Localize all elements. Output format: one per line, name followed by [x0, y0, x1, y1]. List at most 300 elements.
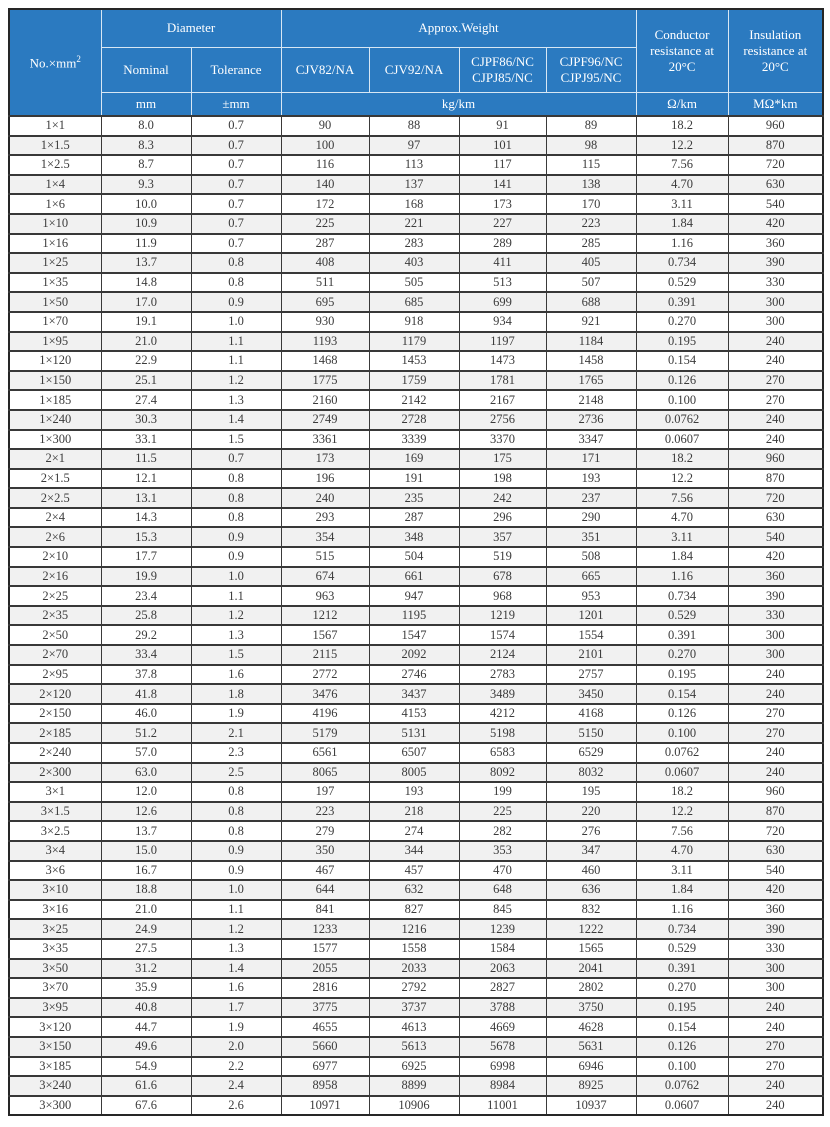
spec-cell: 3×16	[9, 900, 101, 920]
value-cell: 420	[728, 547, 823, 567]
table-row	[9, 665, 823, 685]
value-cell: 4.70	[636, 841, 728, 861]
table-row	[9, 821, 823, 841]
value-cell: 2115	[281, 645, 369, 665]
value-cell: 357	[459, 527, 546, 547]
value-cell: 2.1	[191, 723, 281, 743]
value-cell: 1.7	[191, 998, 281, 1018]
value-cell: 296	[459, 508, 546, 528]
value-cell: 14.8	[101, 273, 191, 293]
value-cell: 1567	[281, 625, 369, 645]
value-cell: 0.7	[191, 449, 281, 469]
spec-cell: 2×25	[9, 586, 101, 606]
value-cell: 12.6	[101, 802, 191, 822]
value-cell: 117	[459, 155, 546, 175]
spec-cell: 3×185	[9, 1057, 101, 1077]
value-cell: 240	[728, 684, 823, 704]
col-header-cjv82: CJV82/NA	[281, 48, 369, 93]
value-cell: 235	[369, 488, 459, 508]
value-cell: 0.270	[636, 645, 728, 665]
value-cell: 1233	[281, 919, 369, 939]
value-cell: 1212	[281, 606, 369, 626]
value-cell: 18.2	[636, 449, 728, 469]
value-cell: 390	[728, 919, 823, 939]
value-cell: 3.11	[636, 861, 728, 881]
table-header	[9, 9, 823, 116]
value-cell: 2167	[459, 390, 546, 410]
value-cell: 360	[728, 234, 823, 254]
value-cell: 1179	[369, 332, 459, 352]
value-cell: 27.4	[101, 390, 191, 410]
value-cell: 1216	[369, 919, 459, 939]
value-cell: 40.8	[101, 998, 191, 1018]
value-cell: 695	[281, 292, 369, 312]
spec-cell: 1×240	[9, 410, 101, 430]
value-cell: 33.4	[101, 645, 191, 665]
value-cell: 4212	[459, 704, 546, 724]
table-row	[9, 116, 823, 136]
value-cell: 630	[728, 841, 823, 861]
value-cell: 289	[459, 234, 546, 254]
value-cell: 330	[728, 606, 823, 626]
value-cell: 3347	[546, 430, 636, 450]
value-cell: 0.126	[636, 1037, 728, 1057]
value-cell: 661	[369, 567, 459, 587]
table-row	[9, 390, 823, 410]
value-cell: 1.3	[191, 390, 281, 410]
value-cell: 113	[369, 155, 459, 175]
value-cell: 2749	[281, 410, 369, 430]
value-cell: 7.56	[636, 155, 728, 175]
table-row	[9, 919, 823, 939]
value-cell: 1.16	[636, 234, 728, 254]
value-cell: 0.9	[191, 292, 281, 312]
value-cell: 2827	[459, 978, 546, 998]
value-cell: 285	[546, 234, 636, 254]
value-cell: 8.0	[101, 116, 191, 136]
value-cell: 98	[546, 136, 636, 156]
table-row	[9, 488, 823, 508]
spec-cell: 1×95	[9, 332, 101, 352]
value-cell: 97	[369, 136, 459, 156]
value-cell: 46.0	[101, 704, 191, 724]
value-cell: 540	[728, 861, 823, 881]
value-cell: 420	[728, 214, 823, 234]
value-cell: 7.56	[636, 821, 728, 841]
spec-cell: 3×2.5	[9, 821, 101, 841]
value-cell: 283	[369, 234, 459, 254]
value-cell: 1.6	[191, 665, 281, 685]
value-cell: 1.9	[191, 704, 281, 724]
value-cell: 25.1	[101, 371, 191, 391]
value-cell: 6946	[546, 1057, 636, 1077]
value-cell: 12.1	[101, 469, 191, 489]
value-cell: 2728	[369, 410, 459, 430]
value-cell: 330	[728, 939, 823, 959]
value-cell: 1473	[459, 351, 546, 371]
spec-cell: 2×300	[9, 763, 101, 783]
value-cell: 300	[728, 978, 823, 998]
value-cell: 351	[546, 527, 636, 547]
value-cell: 240	[728, 1017, 823, 1037]
value-cell: 16.7	[101, 861, 191, 881]
spec-cell: 1×120	[9, 351, 101, 371]
value-cell: 1184	[546, 332, 636, 352]
value-cell: 0.7	[191, 175, 281, 195]
value-cell: 270	[728, 1037, 823, 1057]
value-cell: 5150	[546, 723, 636, 743]
table-row	[9, 959, 823, 979]
value-cell: 240	[728, 410, 823, 430]
value-cell: 1.1	[191, 900, 281, 920]
value-cell: 218	[369, 802, 459, 822]
value-cell: 18.2	[636, 782, 728, 802]
value-cell: 0.8	[191, 469, 281, 489]
value-cell: 35.9	[101, 978, 191, 998]
value-cell: 10906	[369, 1096, 459, 1116]
value-cell: 467	[281, 861, 369, 881]
value-cell: 8984	[459, 1076, 546, 1096]
table-row	[9, 1096, 823, 1116]
table-row	[9, 214, 823, 234]
table-row	[9, 508, 823, 528]
table-row	[9, 234, 823, 254]
value-cell: 1.0	[191, 567, 281, 587]
table-row	[9, 430, 823, 450]
value-cell: 240	[728, 1096, 823, 1116]
value-cell: 845	[459, 900, 546, 920]
value-cell: 17.0	[101, 292, 191, 312]
value-cell: 870	[728, 136, 823, 156]
value-cell: 25.8	[101, 606, 191, 626]
value-cell: 1.2	[191, 606, 281, 626]
value-cell: 175	[459, 449, 546, 469]
value-cell: 5179	[281, 723, 369, 743]
value-cell: 240	[728, 1076, 823, 1096]
value-cell: 1458	[546, 351, 636, 371]
value-cell: 101	[459, 136, 546, 156]
value-cell: 0.7	[191, 116, 281, 136]
value-cell: 141	[459, 175, 546, 195]
value-cell: 678	[459, 567, 546, 587]
spec-cell: 1×16	[9, 234, 101, 254]
spec-cell: 2×120	[9, 684, 101, 704]
value-cell: 3.11	[636, 194, 728, 214]
table-row	[9, 527, 823, 547]
table-row	[9, 567, 823, 587]
value-cell: 720	[728, 155, 823, 175]
spec-cell: 1×1	[9, 116, 101, 136]
value-cell: 832	[546, 900, 636, 920]
table-row	[9, 312, 823, 332]
table-row	[9, 469, 823, 489]
value-cell: 0.270	[636, 312, 728, 332]
value-cell: 2033	[369, 959, 459, 979]
value-cell: 3370	[459, 430, 546, 450]
value-cell: 227	[459, 214, 546, 234]
value-cell: 300	[728, 959, 823, 979]
value-cell: 30.3	[101, 410, 191, 430]
value-cell: 674	[281, 567, 369, 587]
value-cell: 648	[459, 880, 546, 900]
table-row	[9, 1037, 823, 1057]
value-cell: 195	[546, 782, 636, 802]
value-cell: 870	[728, 469, 823, 489]
spec-cell: 3×35	[9, 939, 101, 959]
value-cell: 6583	[459, 743, 546, 763]
value-cell: 197	[281, 782, 369, 802]
spec-cell: 2×70	[9, 645, 101, 665]
table-row	[9, 332, 823, 352]
value-cell: 2772	[281, 665, 369, 685]
spec-cell: 1×25	[9, 253, 101, 273]
value-cell: 0.391	[636, 625, 728, 645]
value-cell: 5198	[459, 723, 546, 743]
table-row	[9, 723, 823, 743]
value-cell: 2.2	[191, 1057, 281, 1077]
value-cell: 460	[546, 861, 636, 881]
value-cell: 274	[369, 821, 459, 841]
col-header-cjpf86: CJPF86/NC CJPJ85/NC	[459, 48, 546, 93]
value-cell: 17.7	[101, 547, 191, 567]
value-cell: 1.5	[191, 645, 281, 665]
value-cell: 9.3	[101, 175, 191, 195]
value-cell: 1.5	[191, 430, 281, 450]
value-cell: 240	[281, 488, 369, 508]
value-cell: 0.8	[191, 802, 281, 822]
value-cell: 2792	[369, 978, 459, 998]
table-row	[9, 684, 823, 704]
value-cell: 282	[459, 821, 546, 841]
value-cell: 22.9	[101, 351, 191, 371]
value-cell: 2063	[459, 959, 546, 979]
value-cell: 870	[728, 802, 823, 822]
value-cell: 240	[728, 763, 823, 783]
value-cell: 1775	[281, 371, 369, 391]
value-cell: 6507	[369, 743, 459, 763]
value-cell: 513	[459, 273, 546, 293]
value-cell: 89	[546, 116, 636, 136]
value-cell: 1453	[369, 351, 459, 371]
value-cell: 0.529	[636, 273, 728, 293]
value-cell: 4669	[459, 1017, 546, 1037]
value-cell: 960	[728, 116, 823, 136]
value-cell: 170	[546, 194, 636, 214]
value-cell: 1.3	[191, 939, 281, 959]
value-cell: 8.7	[101, 155, 191, 175]
table-row	[9, 586, 823, 606]
spec-cell: 2×6	[9, 527, 101, 547]
value-cell: 0.100	[636, 723, 728, 743]
spec-cell: 3×95	[9, 998, 101, 1018]
value-cell: 1193	[281, 332, 369, 352]
value-cell: 0.9	[191, 841, 281, 861]
value-cell: 827	[369, 900, 459, 920]
value-cell: 0.9	[191, 527, 281, 547]
value-cell: 191	[369, 469, 459, 489]
value-cell: 0.529	[636, 939, 728, 959]
spec-cell: 1×50	[9, 292, 101, 312]
value-cell: 1547	[369, 625, 459, 645]
value-cell: 61.6	[101, 1076, 191, 1096]
value-cell: 2802	[546, 978, 636, 998]
value-cell: 0.154	[636, 1017, 728, 1037]
value-cell: 1558	[369, 939, 459, 959]
spec-cell: 1×4	[9, 175, 101, 195]
value-cell: 3361	[281, 430, 369, 450]
value-cell: 1584	[459, 939, 546, 959]
value-cell: 540	[728, 527, 823, 547]
value-cell: 54.9	[101, 1057, 191, 1077]
spec-cell: 2×4	[9, 508, 101, 528]
value-cell: 240	[728, 998, 823, 1018]
value-cell: 0.126	[636, 704, 728, 724]
value-cell: 90	[281, 116, 369, 136]
value-cell: 403	[369, 253, 459, 273]
value-cell: 24.9	[101, 919, 191, 939]
value-cell: 287	[369, 508, 459, 528]
col-header-conductor-resistance: Conductor resistance at 20°C	[636, 9, 728, 93]
value-cell: 1239	[459, 919, 546, 939]
value-cell: 67.6	[101, 1096, 191, 1116]
value-cell: 0.195	[636, 332, 728, 352]
value-cell: 8005	[369, 763, 459, 783]
value-cell: 240	[728, 665, 823, 685]
spec-cell: 2×95	[9, 665, 101, 685]
cable-spec-table	[8, 8, 824, 1116]
value-cell: 14.3	[101, 508, 191, 528]
table-row	[9, 645, 823, 665]
value-cell: 515	[281, 547, 369, 567]
value-cell: 12.2	[636, 802, 728, 822]
value-cell: 1781	[459, 371, 546, 391]
col-header-spec	[9, 9, 101, 116]
value-cell: 0.0762	[636, 1076, 728, 1096]
value-cell: 0.270	[636, 978, 728, 998]
value-cell: 270	[728, 1057, 823, 1077]
spec-label: No.×mm	[29, 55, 77, 71]
value-cell: 720	[728, 821, 823, 841]
value-cell: 1.0	[191, 880, 281, 900]
spec-cell: 1×35	[9, 273, 101, 293]
value-cell: 2816	[281, 978, 369, 998]
value-cell: 3476	[281, 684, 369, 704]
value-cell: 279	[281, 821, 369, 841]
value-cell: 2757	[546, 665, 636, 685]
value-cell: 8958	[281, 1076, 369, 1096]
value-cell: 960	[728, 782, 823, 802]
value-cell: 12.2	[636, 469, 728, 489]
value-cell: 0.0762	[636, 743, 728, 763]
value-cell: 1.9	[191, 1017, 281, 1037]
value-cell: 408	[281, 253, 369, 273]
value-cell: 2101	[546, 645, 636, 665]
value-cell: 0.8	[191, 508, 281, 528]
value-cell: 699	[459, 292, 546, 312]
table-row	[9, 900, 823, 920]
value-cell: 138	[546, 175, 636, 195]
value-cell: 27.5	[101, 939, 191, 959]
value-cell: 8899	[369, 1076, 459, 1096]
value-cell: 169	[369, 449, 459, 469]
value-cell: 8.3	[101, 136, 191, 156]
value-cell: 3737	[369, 998, 459, 1018]
value-cell: 223	[281, 802, 369, 822]
value-cell: 276	[546, 821, 636, 841]
value-cell: 934	[459, 312, 546, 332]
value-cell: 1.4	[191, 410, 281, 430]
value-cell: 1.4	[191, 959, 281, 979]
value-cell: 91	[459, 116, 546, 136]
spec-cell: 3×150	[9, 1037, 101, 1057]
value-cell: 3437	[369, 684, 459, 704]
value-cell: 2.4	[191, 1076, 281, 1096]
header-row-units	[9, 93, 823, 117]
value-cell: 196	[281, 469, 369, 489]
value-cell: 18.2	[636, 116, 728, 136]
unit-plus-minus-mm: ±mm	[191, 93, 281, 117]
value-cell: 6529	[546, 743, 636, 763]
value-cell: 3489	[459, 684, 546, 704]
value-cell: 23.4	[101, 586, 191, 606]
value-cell: 3339	[369, 430, 459, 450]
value-cell: 173	[281, 449, 369, 469]
value-cell: 19.1	[101, 312, 191, 332]
value-cell: 300	[728, 312, 823, 332]
value-cell: 0.126	[636, 371, 728, 391]
value-cell: 0.7	[191, 194, 281, 214]
value-cell: 13.7	[101, 821, 191, 841]
value-cell: 220	[546, 802, 636, 822]
value-cell: 5631	[546, 1037, 636, 1057]
spec-cell: 3×6	[9, 861, 101, 881]
spec-cell: 3×120	[9, 1017, 101, 1037]
value-cell: 140	[281, 175, 369, 195]
value-cell: 293	[281, 508, 369, 528]
value-cell: 31.2	[101, 959, 191, 979]
value-cell: 12.0	[101, 782, 191, 802]
value-cell: 172	[281, 194, 369, 214]
table-row	[9, 625, 823, 645]
spec-cell: 3×10	[9, 880, 101, 900]
value-cell: 632	[369, 880, 459, 900]
value-cell: 504	[369, 547, 459, 567]
value-cell: 287	[281, 234, 369, 254]
value-cell: 0.8	[191, 821, 281, 841]
value-cell: 930	[281, 312, 369, 332]
value-cell: 6977	[281, 1057, 369, 1077]
value-cell: 4168	[546, 704, 636, 724]
spec-cell: 1×10	[9, 214, 101, 234]
value-cell: 1759	[369, 371, 459, 391]
value-cell: 225	[459, 802, 546, 822]
spec-cell: 3×25	[9, 919, 101, 939]
value-cell: 918	[369, 312, 459, 332]
value-cell: 33.1	[101, 430, 191, 450]
spec-cell: 1×1.5	[9, 136, 101, 156]
col-header-cjpf96: CJPF96/NC CJPJ95/NC	[546, 48, 636, 93]
value-cell: 344	[369, 841, 459, 861]
value-cell: 240	[728, 351, 823, 371]
value-cell: 15.3	[101, 527, 191, 547]
value-cell: 354	[281, 527, 369, 547]
value-cell: 405	[546, 253, 636, 273]
value-cell: 350	[281, 841, 369, 861]
value-cell: 240	[728, 743, 823, 763]
value-cell: 1.1	[191, 586, 281, 606]
table-row	[9, 547, 823, 567]
value-cell: 8065	[281, 763, 369, 783]
